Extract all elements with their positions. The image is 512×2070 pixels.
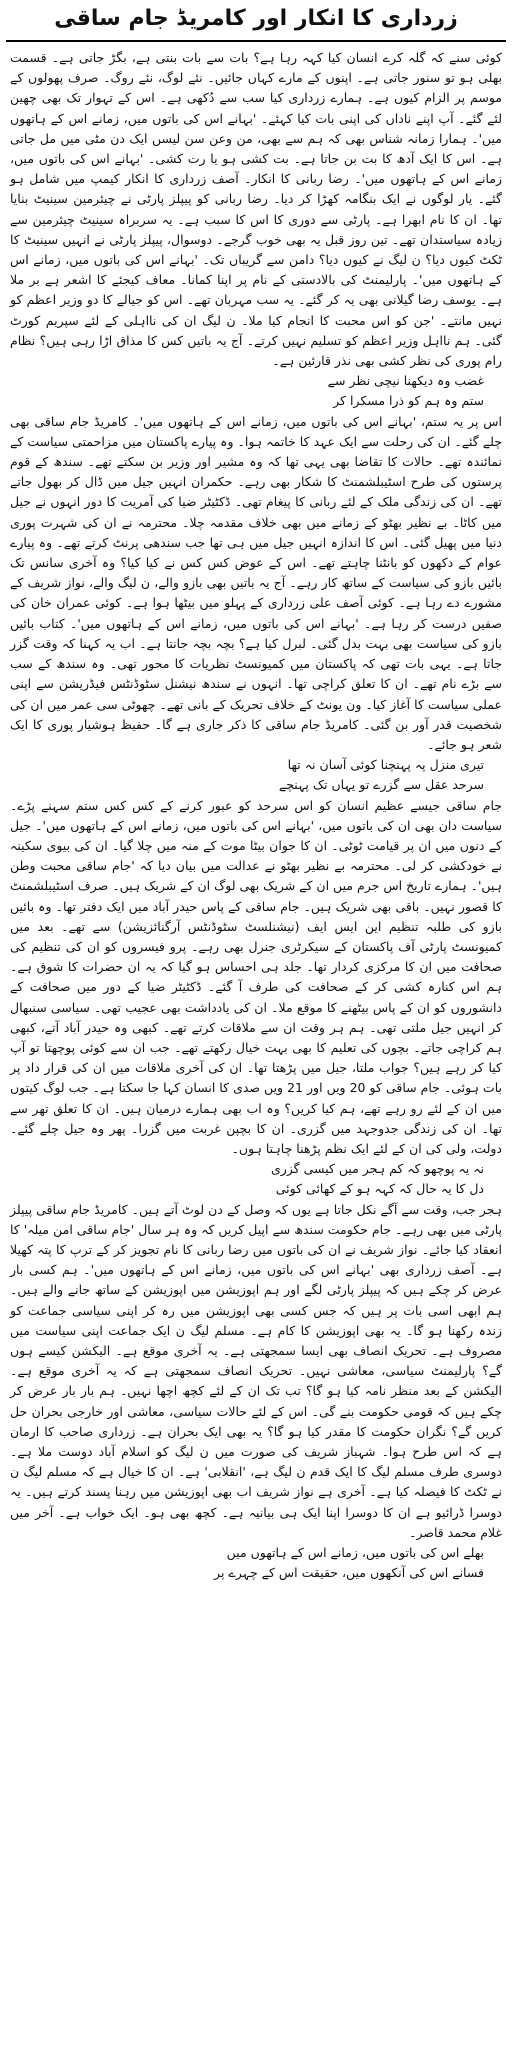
verse-line: فسانے اس کی آنکھوں میں، حقیقت اس کے چہرے پر xyxy=(214,1565,484,1581)
verse-line: غضب وہ دیکھنا نیچی نظر سے xyxy=(327,373,484,389)
verse-4 xyxy=(10,1543,502,1583)
verse-line: بھلے اس کی باتوں میں، زمانے اس کے ہاتھوں میں xyxy=(226,1545,484,1561)
column-body xyxy=(0,48,512,1583)
paragraph-4: ہجر جب، وقت سے آگے نکل جاتا ہے یوں کہ وصل کے دن لوٹ آتے ہیں۔ کامریڈ جام ساقی پیپلز پارٹی میں بھی رہے۔ جام حکومت سندھ سے اپیل کریں کہ وہ ہر سال 'جام ساقی امن میلہ' کا انعقاد کیا جائے۔ نواز شریف نے ان کی باتوں میں رضا ربانی کا نام تجویز کر کے ترپ کا پتہ کھیلا ہے۔ آصف زرداری بھی 'بہانے اس کی باتوں میں، زمانے اس کے ہاتھوں میں'۔ ہم کسی بار عرض کر چکے ہیں کہ پیپلز پارٹی لگے اور ہم اپوزیشن میں اپوزیشن کے ساتھ جانے والے ہیں۔ ہم ابھی اسی بات پر ہیں کہ جس کسی بھی اپوزیشن میں رہ کر اپنی سیاسی جماعت کو زندہ رکھنا ہو گا۔ یہ بھی اپوزیشن کا کام ہے۔ مسلم لیگ ن ایک جماعت اپنی سیاست میں مصروف ہے۔ تحریک انصاف بھی ایسا سمجھتی ہے۔ یہ آخری موقع ہے۔ الیکشن کیسے ہوں گے؟ پارلیمنٹ سیاسی، معاشی نہیں۔ تحریک انصاف سمجھتی ہے کہ یہ آخری موقع ہے۔ الیکشن کے بعد منظر نامہ کیا ہو گا؟ تب تک ان کے لئے کچھ اچھا نہیں۔ ہم بار بار عرض کر چکے ہیں کہ قومی حکومت بنے گی۔ اس کے لئے حالات سیاسی، معاشی اور خارجی بحران حل کریں گے؟ نگران حکومت کا مقدر کیا ہو گا؟ یہ بھی ایک بحران ہے۔ زرداری صاحب کا ارمان ہے کہ اس طرح ہوا۔ شہباز شریف کی صورت میں ن لیگ کو اسلام آباد دوست ملا ہے۔ دوسری طرف مسلم لیگ کا ایک قدم ن لیگ ہے، 'انقلابی' ہے۔ ان کا خیال ہے کہ مسلم لیگ ن نے ٹکٹ کا فیصلہ کیا ہے۔ آخری ہے نواز شریف اب بھی اپوزیشن میں رہنا پسند کرتے ہیں۔ یہ دوسرا ڈرائیو ہے ان کا دوسرا اپنا ایک ہی بیانیہ ہے۔ کچھ بھی ہو۔ ایک خواب ہے۔ آخر میں غلام محمد قاصر۔ xyxy=(10,1201,502,1540)
verse-line: ستم وہ ہم کو ذرا مسکرا کر xyxy=(333,393,484,409)
verse-line: سرحد عقل سے گزرے تو یہاں تک پہنچے xyxy=(278,777,484,793)
paragraph-1: کوئی سنے کہ گلہ کرے انسان کیا کہہ رہا ہے؟ بات سے بات بنتی ہے، بگڑ جاتی ہے۔ قسمت بھلی ہو تو سنور جاتی ہے۔ اپنوں کے مارے کہاں جائیں۔ نئے لوگ، نئے روگ۔ صرف پھولوں کے موسم پر الزام کیوں ہے۔ ہمارے زرداری کیا سب سے دُکھی ہے۔ اس کے تہوار تک بھی چھین لئے گئے۔ آپ اپنے ناداں کی اپنی بات کیا کہئے۔ 'بہانے اس کی باتوں میں، زمانے اس کے ہاتھوں میں'۔ ہمارا زمانہ شناس بھی کہ ہم سے بھی، من وعن سن لیسں ایک دن مٹی میں مل جاتی ہے۔ اس کا ایک آدھ کا بت بن جاتا ہے۔ بت کشی ہو یا رت کشی۔ 'بہانے اس کی باتوں میں، زمانے اس کے ہاتھوں میں'۔ رضا ربانی کا انکار۔ آصف زرداری کا انکار کیمپ میں شامل ہو گئے۔ یار لوگوں نے ایک بنگامہ کھڑا کر دیا۔ رضا ربانی کو پیپلز پارٹی نے چیئرمین سینیٹ بنایا تھا۔ ان کا نام ابھرا ہے۔ پارٹی سے دوری کا اس کا سبب ہے۔ یہ سربراہ سینیٹ چیئرمین سے زیادہ سیاستدان تھے۔ تین روز قبل یہ بھی خوب گرجے۔ دوسوال، پیپلز پارٹی نے انہیں سینیٹ کا ٹکٹ کیوں دیا؟ ن لیگ نے کیوں دیا؟ دامن سے گریباں تک۔ 'بہانے اس کی باتوں میں، زمانے اس کے ہاتھوں میں'۔ پارلیمنٹ کی بالادستی کے نام پر اپنا کمانا۔ معاف کیجئے کا اشعر ہے بر ملا ہے۔ یوسف رضا گیلانی بھی یہ کر گئے۔ یہ سب مہربان تھے۔ اس کو جیالے کا دو وزیر اعظم کو نہیں مانتے۔ 'جن کو اس محبت کا انجام کیا ملا۔ ن لیگ ان کی نااہلی کے لئے سپریم کورٹ گئی۔ ہم نااہل وزیر اعظم کو تسلیم نہیں کرتے۔ آج یہ باتیں کس کا مذاق اڑا رہی ہیں؟ نظام رام پوری کی نظر کشی بھی نذر قارئین ہے۔ xyxy=(10,50,502,369)
title-divider xyxy=(6,40,506,42)
verse-line: نہ یہ پوچھو کہ کم ہجر میں کیسی گزری xyxy=(270,1161,484,1177)
verse-2 xyxy=(10,755,502,795)
paragraph-2: اس پر یہ ستم، 'بہانے اس کی باتوں میں، زمانے اس کے ہاتھوں میں'۔ کامریڈ جام ساقی بھی چلے گئے۔ ان کی رحلت سے ایک عہد کا خاتمہ ہوا۔ وہ پیارے پاکستان میں مزاحمتی سیاست کے نمائندہ تھے۔ حالات کا تقاضا بھی یہی تھا کہ وہ مشیر اور وزیر بن سکتے تھے۔ سندھ کے قوم پرستوں کی طرح اسٹیبلشمنٹ کا شکار بھی رہے۔ حکمران انہیں جیل میں ڈال کر بھول جاتے تھے۔ ان کی زندگی ملک کے لئے ربانی کا پیغام تھی۔ ڈکٹیٹر ضیا کی آمریت کا دور انہوں نے جیل میں کاٹا۔ بے نظیر بھٹو کے زمانے میں بھی خلاف مقدمہ چلا۔ محترمہ نے ان کی شہرت پوری دنیا میں پھیل گئی۔ اس کا اندازہ انہیں جیل میں ہی تھا جب سندھی پرنٹ کرتے تھے۔ وہ پیارے عوام کے دکھوں کو بانٹنا چاہتے تھے۔ اس کے عوض کس کس نے کیا کیا؟ وہ آخری سانس تک بائیں بازو کی سیاست کے ساتھ کار رہے۔ آج یہ باتیں بھی بازو والے، ن لیگ والے، نواز شریف کے مشورے دے رہا ہے۔ کوئی آصف علی زرداری کے پہلو میں بیٹھا ہوا ہے۔ کوئی عمران خان کی صفیں درست کر رہا ہے۔ 'بہانے اس کی باتوں میں، زمانے اس کے ہاتھوں میں'۔ کتاب بائیں بازو کی سیاست بھی بہت بدل گئی۔ لبرل کیا ہے؟ بچہ بچہ جانتا ہے۔ اب یہ کہنا کہ وقت گزر جاتا ہے۔ یہی بات تھی کہ پاکستان میں کمیونسٹ نظریات کا محور تھی۔ وہ سندھ کے سب سے بڑے نام تھے۔ ان کا تعلق کراچی تھا۔ انہوں نے سندھ نیشنل سٹوڈنٹس فیڈریشن سے اپنی عملی سیاست کا آغاز کیا۔ ون یونٹ کے خلاف تحریک کے بانی تھے۔ چھوٹی سی عمر میں ان کی شخصیت قدر آور بن گئی۔ کامریڈ جام ساقی کا ذکر جاری ہے گا۔ حفیظ ہوشیار پوری کا ایک شعر ہو جائے۔ xyxy=(10,413,502,752)
verse-1 xyxy=(10,371,502,411)
paragraph-3: جام ساقی جیسے عظیم انسان کو اس سرحد کو عبور کرنے کے کس کس ستم سہنے پڑے۔ سیاست دان بھی ان کی باتوں میں، 'بہانے اس کی باتوں میں، زمانے اس کے ہاتھوں میں'۔ جیل کے دنوں میں ان پر قیامت ٹوٹی۔ ان کا جوان بیٹا موت کے منہ میں چلا گیا۔ ان کی بیوی سکینہ نے خودکشی کر لی۔ محترمہ بے نظیر بھٹو نے عدالت میں بیان دیا کہ 'جام ساقی محبت وطن ہیں'۔ ہمارے تاریخ اس جرم میں ان کے شریک بھی لوگ ان کے شریک ہیں۔ صرف اسٹیبلشمنٹ کا قصور نہیں۔ باقی بھی شریک ہیں۔ جام ساقی کے پاس حیدر آباد میں ایک دفتر تھا۔ وہ بائیں بازو کی طلبہ تنظیم این ایس ایف (نیشنلسٹ سٹوڈنٹس آرگنائزیشن) سے تھے۔ بعد میں کمیونسٹ پارٹی آف پاکستان کے سیکرٹری جنرل بھی رہے۔ پرو فیسروں کو ان کی تنظیم کی صحافت میں ان کا مرکزی کردار تھا۔ جلد ہی احساس ہو گیا کہ یہ ان حضرات کا شوق ہے۔ ہم اس کنارہ کشی کر کے صحافت کی طرف آ گئے۔ ڈکٹیٹر ضیا کے دور میں صحافت کے دانشوروں کو ان کے پاس بیٹھنے کا موقع ملا۔ ان کی یادداشت بھی عجیب تھی۔ سیاسی سنبھال کر انہیں جیل ملتی تھی۔ ہم ہر وقت ان سے ملاقات کرتے تھے۔ کبھی وہ حیدر آباد آتے، کبھی ہم کراچی جاتے۔ بچوں کی تعلیم کا بھی بہت خیال رکھتے تھے۔ جب ان سے کوئی پوچھتا تو آپ کیا کر رہے ہیں؟ جواب ملتا، جیل میں پڑھتا تھا۔ ان کی آخری ملاقات میں ان کی قرار داد پر بات ہوئی۔ جام ساقی کو 20 ویں اور 21 ویں صدی کا انسان کہا جا سکتا ہے۔ جب لوگ کیتوں میں ان کے لئے رو رہے تھے، ہم کیا کریں؟ وہ اب بھی ہمارے درمیان ہیں۔ ان کا تعلق تھر سے تھا۔ ان کی زندگی جدوجہد میں گزری۔ ان کا بچپن غربت میں گزرا۔ پھر وہ جیل چلے گئے۔ دولت، ولی کی ان کے لئے ایک نظم پڑھنا چاہتا ہوں۔ xyxy=(10,797,502,1156)
verse-line: دل کا یہ حال کہ کہہ ہو کے کھائی کوئی xyxy=(275,1181,484,1197)
column-title: زرداری کا انکار اور کامریڈ جام ساقی xyxy=(54,6,458,31)
verse-line: تیری منزل پہ پہنچنا کوئی آسان نہ تھا xyxy=(287,757,484,773)
verse-3 xyxy=(10,1159,502,1199)
